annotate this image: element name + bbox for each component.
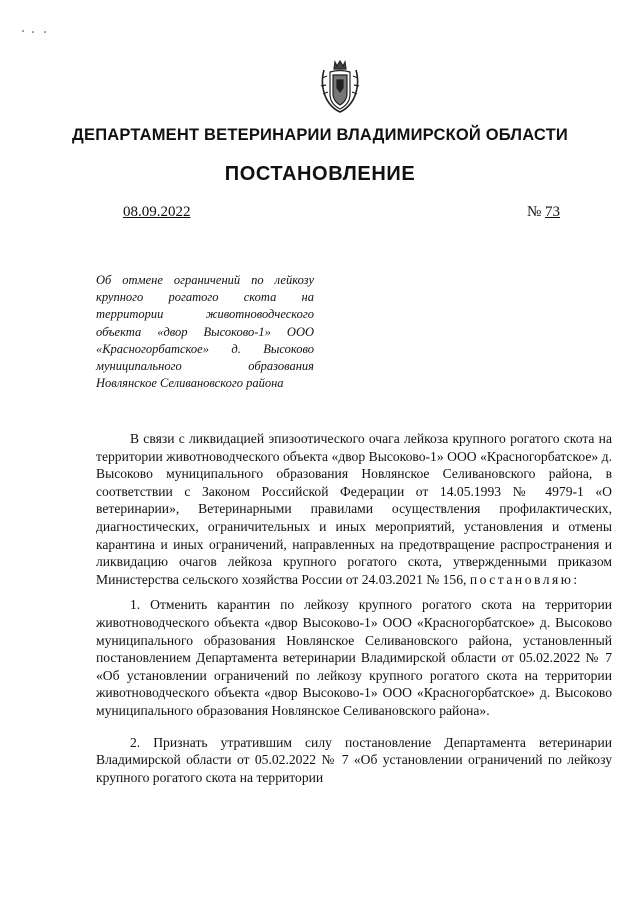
intro-text: В связи с ликвидацией эпизоотического очага лейкоза крупного рогатого скота на территории животноводческого объекта «двор Высоково-1» ООО «Красногорбатское» д. Высоково муниципального образования Новлянское Селивановского района, в соответствии с Законом Российской Федерации от 14.05.1993 № 4979-1 «О ветеринарии», Ветеринарными правилами осуществления профилактических, диагностических, ограничительных и иных мероприятий, установления и отмены карантина и иных ограничений, направленных на предотвращение распространения и ликвидацию очагов лейкоза крупного рогатого скота, утвержденными приказом Министерства сельского хозяйства России от 24.03.2021 № 156, bbox=[96, 431, 612, 587]
decree-word: постановляю: bbox=[469, 571, 580, 587]
number-value: 73 bbox=[545, 204, 560, 220]
document-type-title: ПОСТАНОВЛЕНИЕ bbox=[224, 163, 416, 185]
document-subject: Об отмене ограничений по лейкозу крупного рогатого скота на территории животноводческого объекта «двор Высоково-1» ООО «Красногорбатское» д. Высоково муниципального образования Новлянское Селивановского района bbox=[96, 273, 314, 391]
document-body bbox=[96, 430, 612, 786]
coat-of-arms-emblem bbox=[318, 58, 362, 114]
date-value: 08.09.2022 bbox=[123, 204, 191, 220]
document-number bbox=[527, 204, 560, 221]
item-2: 2. Признать утратившим силу постановление Департамента ветеринарии Владимирской области от 05.02.2022 № 7 «Об установлении ограничений по лейкозу крупного рогатого скота на территории bbox=[96, 734, 612, 785]
number-prefix: № bbox=[526, 204, 542, 220]
document-date bbox=[123, 204, 191, 221]
department-name: ДЕПАРТАМЕНТ ВЕТЕРИНАРИИ ВЛАДИМИРСКОЙ ОБЛАСТИ bbox=[72, 126, 568, 144]
scan-artifact-dots bbox=[20, 26, 60, 36]
intro-paragraph bbox=[96, 430, 612, 588]
item-1: 1. Отменить карантин по лейкозу крупного рогатого скота на территории животноводческого объекта «двор Высоково-1» ООО «Красногорбатское» д. Высоково муниципального образования Новлянское Селивановского района, установленный постановлением Департамента ветеринарии Владимирской области от 05.02.2022 № 7 «Об установлении ограничений по лейкозу крупного рогатого скота на территории животноводческого объекта «двор Высоково-1» ООО «Красногорбатское» д. Высоково муниципального образования Новлянское Селивановского района». bbox=[96, 597, 612, 718]
